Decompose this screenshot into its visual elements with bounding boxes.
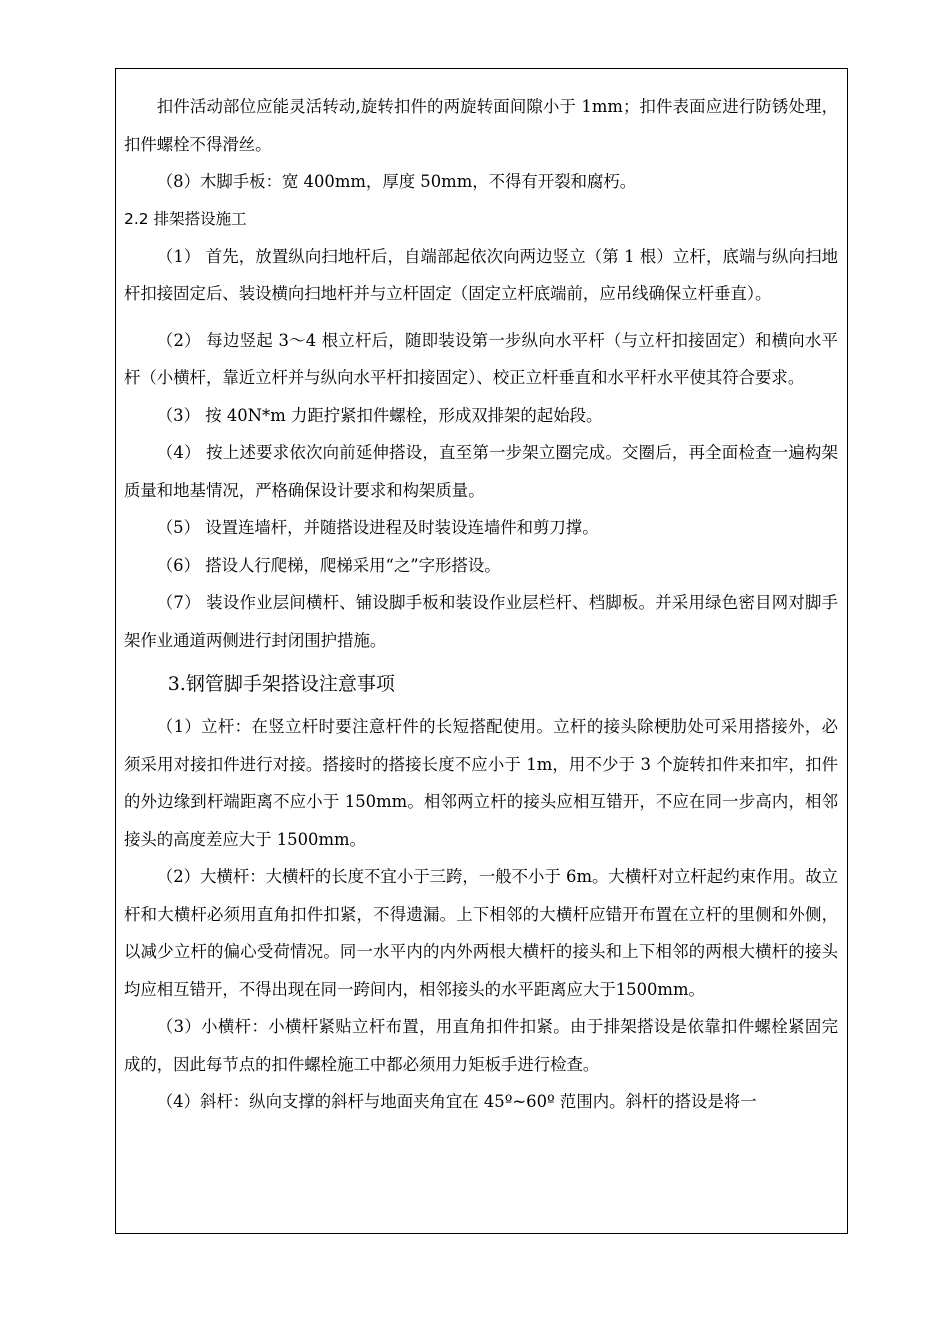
document-body xyxy=(124,88,838,1121)
paragraph-step-7: （7） 装设作业层间横杆、铺设脚手板和装设作业层栏杆、档脚板。并采用绿色密目网对脚手架作业通道两侧进行封闭围护措施。 xyxy=(124,593,838,650)
paragraph-step-2: （2） 每边竖起 3～4 根立杆后，随即装设第一步纵向水平杆（与立杆扣接固定）和横向水平杆（小横杆，靠近立杆并与纵向水平杆扣接固定）、校正立杆垂直和水平杆水平使其符合要求。 xyxy=(124,330,838,387)
paragraph-upright-pole: （1）立杆：在竖立杆时要注意杆件的长短搭配使用。立杆的接头除梗肋处可采用搭接外，必须采用对接扣件进行对接。搭接时的搭接长度不应小于 1m，用不少于 3 个旋转扣件来扣牢，扣件的外边缘到杆端距离不应小于 150mm。相邻两立杆的接头应相互错开，不应在同一步高内，相邻接头的高度差应大于 1500mm。 xyxy=(124,717,838,849)
paragraph-step-3: （3） 按 40N*m 力距拧紧扣件螺栓，形成双排架的起始段。 xyxy=(156,405,603,425)
paragraph-diagonal-bar: （4）斜杆：纵向支撑的斜杆与地面夹角宜在 45º~60º 范围内。斜杆的搭设是将一 xyxy=(156,1092,757,1111)
paragraph-step-6: （6） 搭设人行爬梯，爬梯采用“之”字形搭设。 xyxy=(156,555,501,575)
paragraph-scaffold-board: （8）木脚手板：宽 400mm，厚度 50mm，不得有开裂和腐朽。 xyxy=(156,172,637,191)
paragraph-step-5: （5） 设置连墙杆，并随搭设进程及时装设连墙件和剪刀撑。 xyxy=(156,518,599,537)
section-heading-2-2: 2.2 排架搭设施工 xyxy=(124,209,247,228)
paragraph-step-1: （1） 首先，放置纵向扫地杆后，自端部起依次向两边竖立（第 1 根）立杆，底端与纵向扫地杆扣接固定后、装设横向扫地杆并与立杆固定（固定立杆底端前，应吊线确保立杆垂直）。 xyxy=(124,246,838,303)
paragraph-fastener-rotation: 扣件活动部位应能灵活转动,旋转扣件的两旋转面间隙小于 1mm；扣件表面应进行防锈处理，扣件螺栓不得滑丝。 xyxy=(124,97,838,154)
section-heading-3: 3.钢管脚手架搭设注意事项 xyxy=(167,673,395,695)
paragraph-large-crossbar: （2）大横杆：大横杆的长度不宜小于三跨，一般不小于 6m。大横杆对立杆起约束作用。故立杆和大横杆必须用直角扣件扣紧，不得遗漏。上下相邻的大横杆应错开布置在立杆的里侧和外侧，以减少立杆的偏心受荷情况。同一水平内的内外两根大横杆的接头和上下相邻的两根大横杆的接头均应相互错开，不得出现在同一跨间内，相邻接头的水平距离应大于1500mm。 xyxy=(124,867,838,999)
paragraph-step-4: （4） 按上述要求依次向前延伸搭设，直至第一步架立圈完成。交圈后，再全面检查一遍构架质量和地基情况，严格确保设计要求和构架质量。 xyxy=(124,443,838,500)
paragraph-small-crossbar: （3）小横杆：小横杆紧贴立杆布置，用直角扣件扣紧。由于排架搭设是依靠扣件螺栓紧固完成的，因此每节点的扣件螺栓施工中都必须用力矩板手进行检查。 xyxy=(124,1017,838,1074)
